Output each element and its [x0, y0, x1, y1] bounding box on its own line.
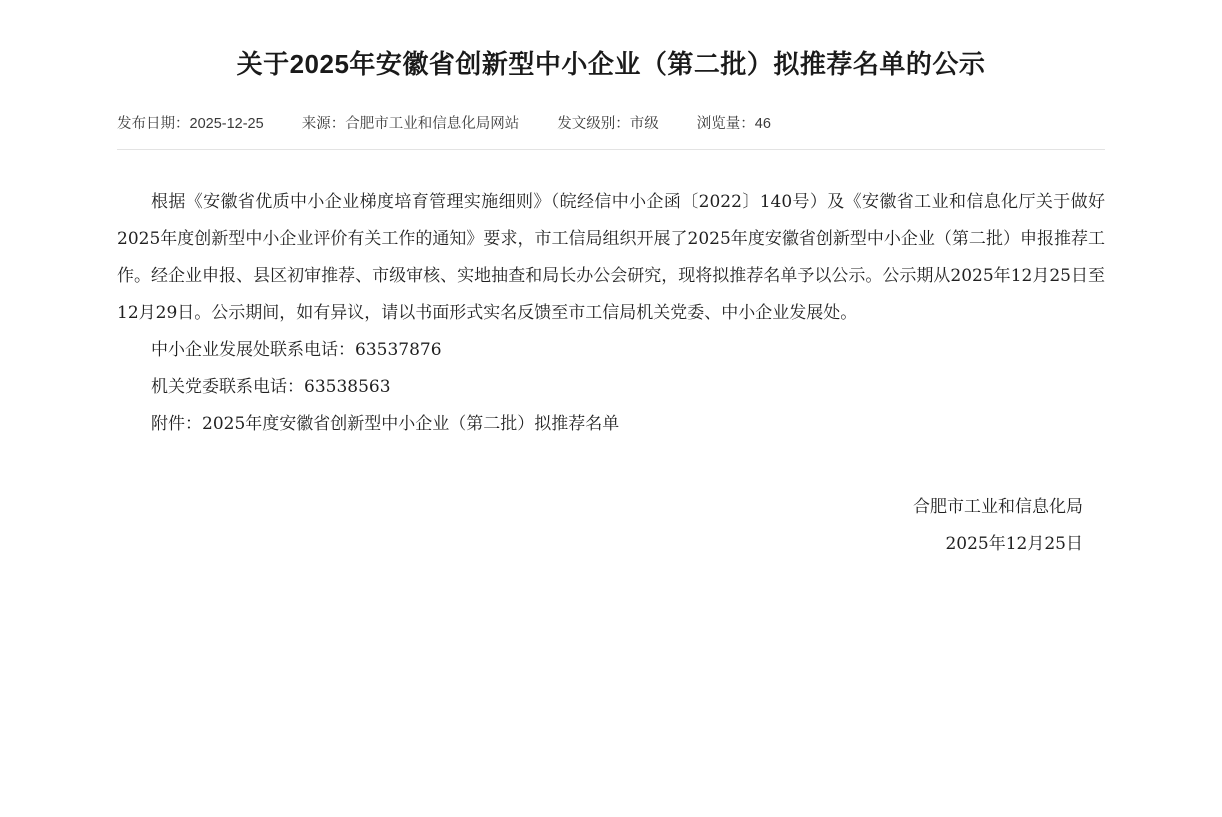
meta-views-value: 46	[754, 116, 771, 132]
article-body	[117, 184, 1105, 443]
meta-publish-date-label: 发布日期：	[117, 116, 190, 132]
signature-block	[117, 489, 1105, 563]
meta-views-label: 浏览量：	[696, 116, 755, 132]
signature-date: 2025年12月25日	[945, 534, 1083, 554]
contact-line-development-office: 中小企业发展处联系电话：63537876	[151, 340, 442, 360]
meta-source	[302, 112, 520, 133]
article-meta	[117, 112, 1105, 150]
body-paragraph: 根据《安徽省优质中小企业梯度培育管理实施细则》（皖经信中小企函〔2022〕140号）及《安徽省工业和信息化厅关于做好2025年度创新型中小企业评价有关工作的通知》要求，市工信局组织开展了2025年度安徽省创新型中小企业（第二批）申报推荐工作。经企业申报、县区初审推荐、市级审核、实地抽查和局长办公会研究，现将拟推荐名单予以公示。公示期从2025年12月25日至12月29日。公示期间，如有异议，请以书面形式实名反馈至市工信局机关党委、中小企业发展处。	[117, 192, 1105, 323]
contact-line-party-committee: 机关党委联系电话：63538563	[151, 377, 391, 397]
meta-level	[557, 112, 659, 133]
article-container	[117, 0, 1105, 563]
signature-organization: 合肥市工业和信息化局	[913, 497, 1083, 517]
attachment-line: 附件：2025年度安徽省创新型中小企业（第二批）拟推荐名单	[151, 414, 620, 434]
meta-source-label: 来源：	[301, 116, 346, 132]
meta-publish-date	[117, 112, 264, 133]
meta-level-label: 发文级别：	[557, 116, 630, 132]
meta-views	[697, 112, 771, 133]
meta-source-value: 合肥市工业和信息化局网站	[345, 116, 520, 132]
meta-publish-date-value: 2025-12-25	[189, 116, 264, 132]
meta-level-value: 市级	[629, 116, 659, 132]
page-title: 关于2025年安徽省创新型中小企业（第二批）拟推荐名单的公示	[236, 49, 986, 79]
